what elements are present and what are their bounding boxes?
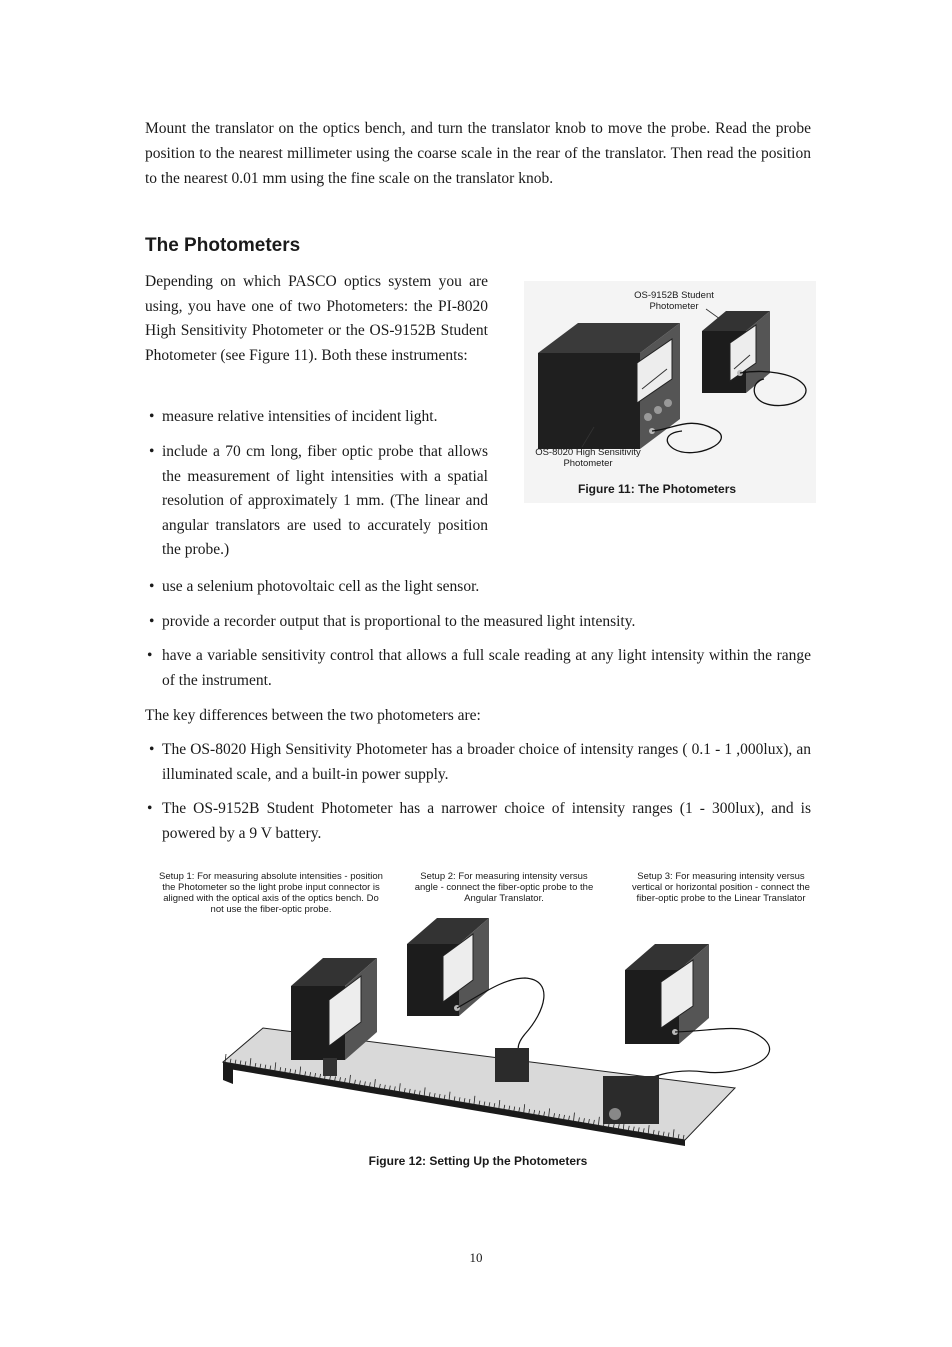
high-sensitivity-photometer-label: OS-8020 High Sensitivity Photometer	[535, 447, 641, 469]
feature-text: provide a recorder output that is proportional to the measured light intensity.	[162, 613, 636, 630]
student-photometer-label: OS-9152B Student Photometer	[634, 290, 714, 312]
setup-3-label: Setup 3: For measuring intensity versus vertical or horizontal position - connect the fiber-optic probe to the Linear Translator	[632, 871, 810, 904]
difference-text: The OS-9152B Student Photometer has a narrower choice of intensity ranges (1 - 300lux), and is powered by a 9 V battery.	[162, 800, 811, 842]
photometers-illustration	[524, 281, 816, 503]
figure-12-caption: Figure 12: Setting Up the Photometers	[368, 1154, 588, 1168]
bullet-dot: •	[147, 800, 153, 817]
feature-item	[145, 440, 488, 563]
difference-text: The OS-8020 High Sensitivity Photometer has a broader choice of intensity ranges ( 0.1 - 1 ,000lux), an illuminated scale, and a built-in power supply.	[162, 741, 811, 783]
feature-item	[145, 610, 811, 635]
figure-12	[145, 862, 811, 1182]
section-heading: The Photometers	[145, 235, 301, 256]
feature-text: include a 70 cm long, fiber optic probe that allows the measurement of light intensities with a spatial resolution of approximately 1 mm. (The linear and angular translators are used to accurately position the probe.)	[162, 443, 488, 558]
setup-2-label: Setup 2: For measuring intensity versus angle - connect the fiber-optic probe to the Angular Translator.	[414, 871, 594, 904]
bullet-dot: •	[149, 408, 155, 425]
feature-item	[145, 644, 811, 693]
bullet-dot: •	[147, 647, 153, 664]
feature-text: use a selenium photovoltaic cell as the light sensor.	[162, 578, 480, 595]
difference-item	[145, 797, 811, 846]
bullet-dot: •	[149, 741, 155, 758]
bullet-dot: •	[149, 578, 155, 595]
figure-11-caption: Figure 11: The Photometers	[578, 482, 737, 496]
bullet-dot: •	[149, 613, 155, 630]
key-differences-intro: The key differences between the two photometers are:	[145, 707, 481, 724]
feature-text: have a variable sensitivity control that allows a full scale reading at any light intensity within the range of the instrument.	[162, 647, 811, 689]
section-intro: Depending on which PASCO optics system you are using, you have one of two Photometers: the PI-8020 High Sensitivity Photometer or the OS-9152B Student Photometer (see Figure 11). Both these instruments:	[145, 273, 488, 364]
intro-paragraph: Mount the translator on the optics bench, and turn the translator knob to move the probe. Read the probe position to the nearest millimeter using the coarse scale in the rear of the translator. Then read the position to the nearest 0.01 mm using the fine scale on the translator knob.	[145, 120, 811, 187]
difference-item	[145, 738, 811, 787]
setup-1-label: Setup 1: For measuring absolute intensities - position the Photometer so the light probe input connector is aligned with the optical axis of the optics bench. Do not use the fiber-optic probe.	[159, 871, 383, 915]
figure-11	[524, 281, 816, 503]
page-number: 10	[469, 1250, 483, 1265]
feature-item	[145, 575, 811, 600]
bullet-dot: •	[149, 443, 155, 460]
feature-text: measure relative intensities of incident light.	[162, 408, 438, 425]
feature-item	[145, 405, 488, 430]
